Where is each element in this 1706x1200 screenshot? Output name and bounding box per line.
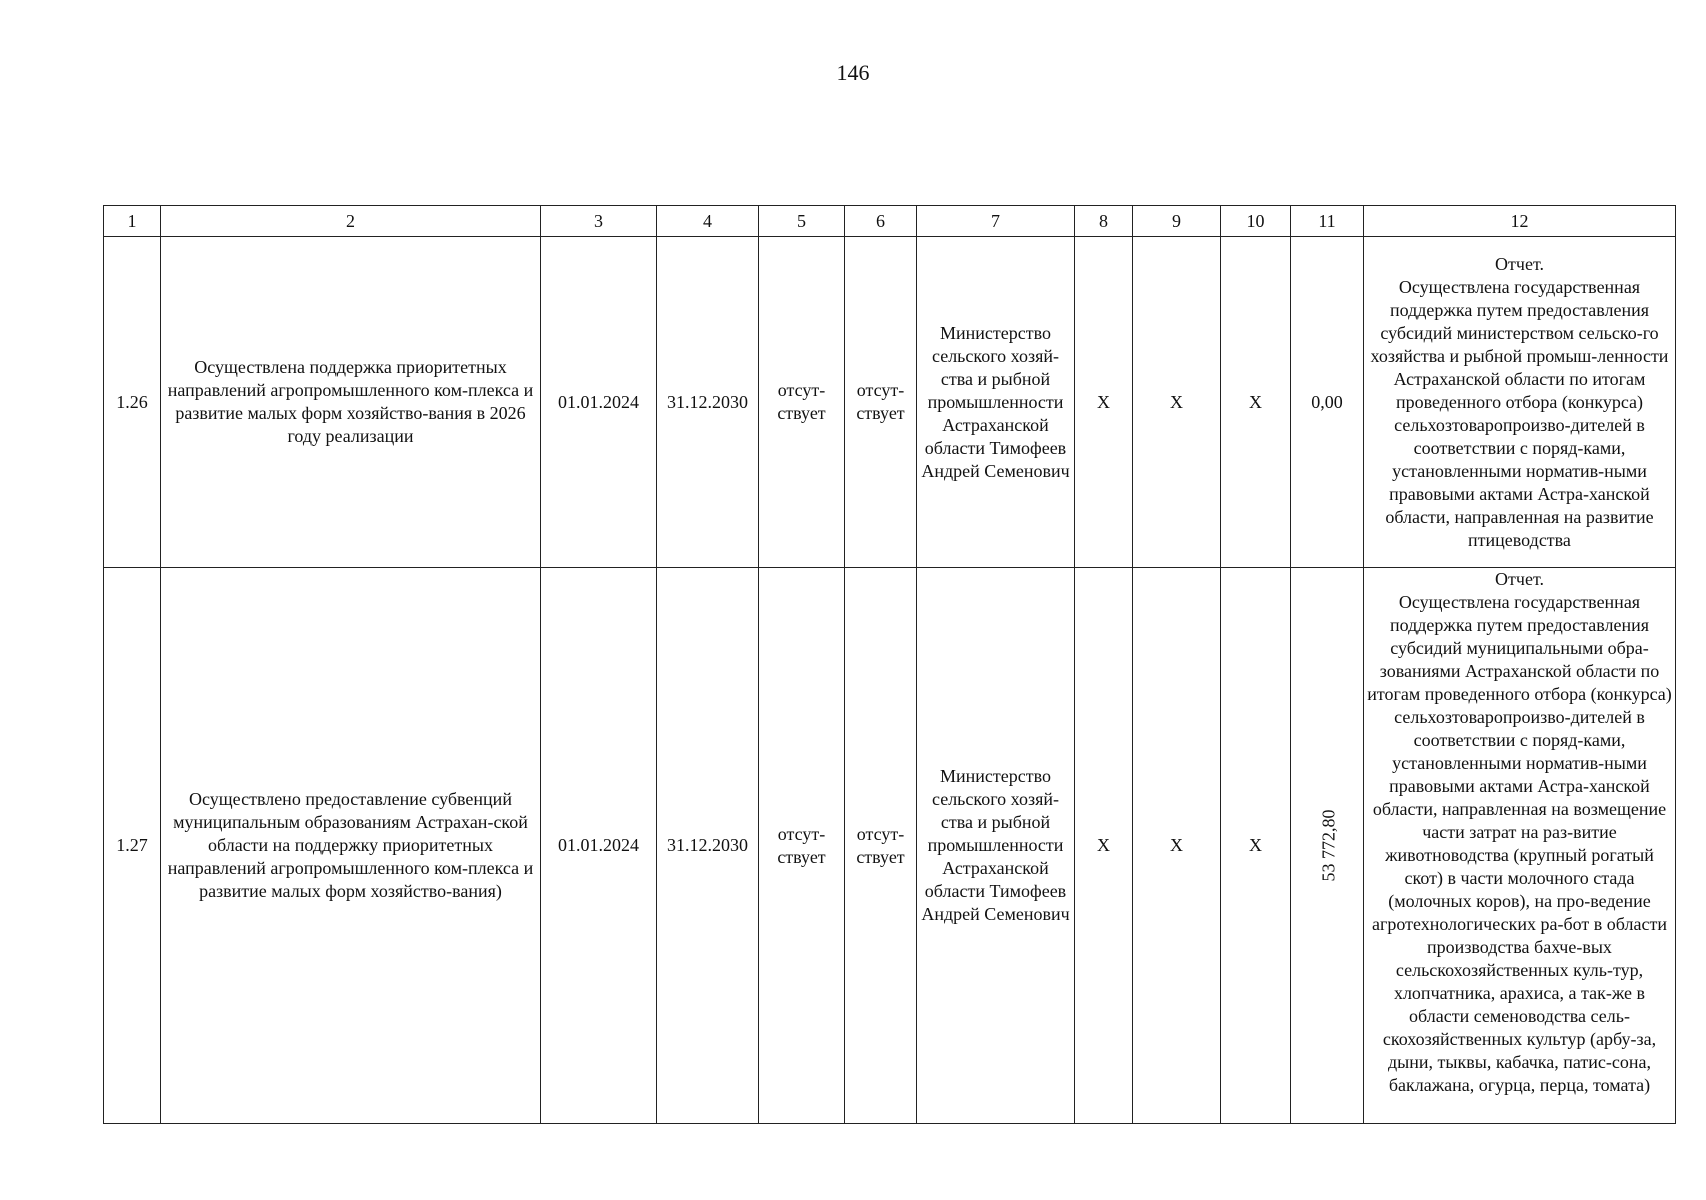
document-table [103, 205, 1676, 1124]
table-row [104, 237, 1676, 568]
col10-value: X [1221, 568, 1291, 1124]
col5-value: отсут-ствует [759, 237, 845, 568]
col6-value: отсут-ствует [845, 568, 917, 1124]
column-header: 11 [1291, 206, 1364, 237]
responsible-executor: Министерство сельского хозяй-ства и рыбной промышленности Астраханской области Тимофеев Андрей Семенович [917, 568, 1075, 1124]
column-header: 4 [657, 206, 759, 237]
column-header: 7 [917, 206, 1075, 237]
table-row [104, 568, 1676, 1124]
start-date: 01.01.2024 [541, 237, 657, 568]
column-header: 2 [161, 206, 541, 237]
row-number: 1.27 [104, 568, 161, 1124]
column-header: 12 [1364, 206, 1676, 237]
row-number: 1.26 [104, 237, 161, 568]
amount-value: 53 772,80 [1318, 809, 1339, 882]
report-text: Отчет. Осуществлена государственная поддержка путем предоставления субсидий министерством сельско-го хозяйства и рыбной промыш-ленности Астраханской области по итогам проведенного отбора (конкурса) сельхозтоваропроизво-дителей в соответствии с поряд-ками, установленными норматив-ными правовыми актами Астра-ханской области, направленная на развитие птицеводства [1364, 237, 1676, 568]
col8-value: X [1075, 237, 1133, 568]
responsible-executor: Министерство сельского хозяй-ства и рыбной промышленности Астраханской области Тимофеев Андрей Семенович [917, 237, 1075, 568]
column-header: 3 [541, 206, 657, 237]
amount-cell [1291, 568, 1364, 1124]
column-header: 10 [1221, 206, 1291, 237]
end-date: 31.12.2030 [657, 237, 759, 568]
col6-value: отсут-ствует [845, 237, 917, 568]
end-date: 31.12.2030 [657, 568, 759, 1124]
measure-description: Осуществлено предоставление субвенций муниципальным образованиям Астрахан-ской области на поддержку приоритетных направлений агропромышленного ком-плекса и развитие малых форм хозяйство-вания) [161, 568, 541, 1124]
start-date: 01.01.2024 [541, 568, 657, 1124]
page-number: 146 [836, 60, 870, 85]
report-text: Отчет. Осуществлена государственная поддержка путем предоставления субсидий муниципальными обра-зованиями Астраханской области по итогам проведенного отбора (конкурса) сельхозтоваропроизво-дителей в соответствии с поряд-ками, установленными норматив-ными правовыми актами Астра-ханской области, направленная на возмещение части затрат на раз-витие животноводства (крупный рогатый скот) в части молочного стада (молочных коров), на про-ведение агротехнологических ра-бот в области производства бахче-вых сельскохозяйственных куль-тур, хлопчатника, арахиса, а так-же в области семеноводства сель-скохозяйственных культур (арбу-за, дыни, тыквы, кабачка, патис-сона, баклажана, огурца, перца, томата) [1364, 568, 1676, 1124]
column-number-row [104, 206, 1676, 237]
measure-description: Осуществлена поддержка приоритетных направлений агропромышленного ком-плекса и развитие малых форм хозяйство-вания в 2026 году реализации [161, 237, 541, 568]
col5-value: отсут-ствует [759, 568, 845, 1124]
col10-value: X [1221, 237, 1291, 568]
amount-value: 0,00 [1291, 237, 1364, 568]
column-header: 6 [845, 206, 917, 237]
col9-value: X [1133, 237, 1221, 568]
column-header: 1 [104, 206, 161, 237]
column-header: 9 [1133, 206, 1221, 237]
column-header: 5 [759, 206, 845, 237]
col9-value: X [1133, 568, 1221, 1124]
column-header: 8 [1075, 206, 1133, 237]
col8-value: X [1075, 568, 1133, 1124]
